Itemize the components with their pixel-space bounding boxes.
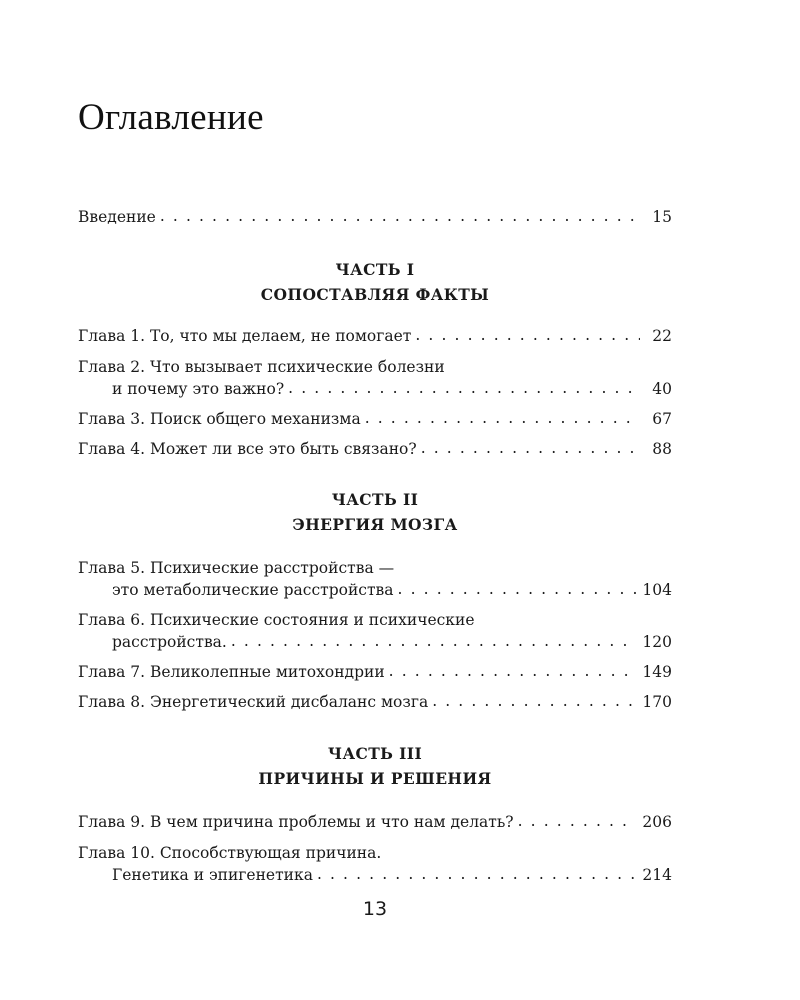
toc-entry-chapter-10: [78, 842, 672, 886]
part-title: ЭНЕРГИЯ МОЗГА: [292, 515, 458, 534]
entry-label: Глава 9. В чем причина проблемы и что нам делать?: [78, 813, 514, 831]
page-title: Оглавление: [78, 97, 264, 138]
dot-leader: [365, 407, 640, 429]
dot-leader: [421, 437, 640, 459]
entry-label: Глава 10. Способствующая причина.: [78, 844, 382, 862]
toc-entry-chapter-9: [78, 811, 672, 833]
entry-label: Глава 3. Поиск общего механизма: [78, 410, 361, 428]
entry-label: Глава 4. Может ли все это быть связано?: [78, 440, 417, 458]
entry-label: Введение: [78, 208, 156, 226]
page-number: 120: [642, 633, 672, 651]
dot-leader: [518, 810, 637, 832]
entry-label-continued: это метаболические расстройства: [112, 581, 394, 599]
page-number: 15: [652, 208, 672, 226]
part-1-heading: [78, 257, 672, 307]
entry-label: Глава 5. Психические расстройства —: [78, 559, 395, 577]
entry-label-continued: расстройства.: [112, 633, 227, 651]
part-title: ПРИЧИНЫ И РЕШЕНИЯ: [258, 769, 492, 788]
toc-entry-chapter-3: [78, 408, 672, 430]
page-number: 170: [642, 693, 672, 711]
part-number: ЧАСТЬ III: [327, 744, 423, 763]
dot-leader: [160, 205, 640, 227]
entry-label-continued: Генетика и эпигенетика: [112, 866, 313, 884]
page-number: 104: [642, 581, 672, 599]
toc-entry-chapter-1: [78, 325, 672, 347]
entry-label: Глава 1. То, что мы делаем, не помогает: [78, 327, 412, 345]
page-number: 67: [652, 410, 672, 428]
toc-entry-chapter-6: [78, 609, 672, 653]
part-2-heading: [78, 487, 672, 537]
dot-leader: [317, 863, 636, 885]
part-number: ЧАСТЬ I: [335, 260, 415, 279]
toc-page: [78, 0, 672, 1000]
part-3-heading: [78, 741, 672, 791]
toc-entry-chapter-4: [78, 438, 672, 460]
dot-leader: [432, 690, 636, 712]
dot-leader: [415, 324, 640, 346]
toc-entry-chapter-8: [78, 691, 672, 713]
page-number: 214: [642, 866, 672, 884]
page-number: 22: [652, 327, 672, 345]
part-number: ЧАСТЬ II: [331, 490, 419, 509]
page-number: 40: [652, 380, 672, 398]
toc-entry-chapter-7: [78, 661, 672, 683]
toc-entry-chapter-5: [78, 557, 672, 601]
part-title: СОПОСТАВЛЯЯ ФАКТЫ: [260, 285, 490, 304]
toc-entry-intro: [78, 206, 672, 228]
entry-label: Глава 6. Психические состояния и психические: [78, 611, 475, 629]
page-number: 149: [642, 663, 672, 681]
entry-label: Глава 8. Энергетический дисбаланс мозга: [78, 693, 429, 711]
dot-leader: [389, 660, 637, 682]
dot-leader: [398, 578, 637, 600]
page-number: 206: [642, 813, 672, 831]
page-folio: 13: [362, 898, 388, 920]
page-number: 88: [652, 440, 672, 458]
toc-entry-chapter-2: [78, 356, 672, 400]
entry-label: Глава 2. Что вызывает психические болезни: [78, 358, 445, 376]
dot-leader: [231, 630, 637, 652]
entry-label-continued: и почему это важно?: [112, 380, 285, 398]
dot-leader: [288, 377, 640, 399]
entry-label: Глава 7. Великолепные митохондрии: [78, 663, 385, 681]
